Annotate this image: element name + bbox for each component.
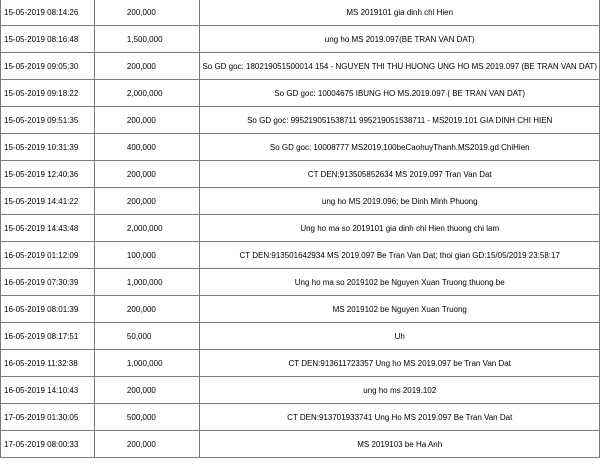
- description-cell: ung ho ms 2019.102: [200, 377, 600, 404]
- table-row: [1, 26, 600, 53]
- date-cell: 16-05-2019 08:17:51: [1, 323, 95, 350]
- table-row: [1, 107, 600, 134]
- date-cell: 17-05-2019 08:00:33: [1, 431, 95, 458]
- table-row: [1, 269, 600, 296]
- description-cell: So GD goc: 995219051538711 995219051538711 - MS2019.101 GIA DINH CHI HIEN: [200, 107, 600, 134]
- description-cell: CT DEN:913505852634 MS 2019.097 Tran Van Dat: [200, 161, 600, 188]
- date-cell: 16-05-2019 08:01:39: [1, 296, 95, 323]
- description-cell: Ung ho ma so 2019101 gia dinh chi Hien thuong chi lam: [200, 215, 600, 242]
- description-cell: Uh: [200, 323, 600, 350]
- description-cell: ung ho MS 2019.096; be Dinh Minh Phuong: [200, 188, 600, 215]
- description-cell: ung ho MS 2019.097(BE TRAN VAN DAT): [200, 26, 600, 53]
- description-cell: So GD goc: 10004675 IBUNG HO MS.2019.097 ( BE TRAN VAN DAT): [200, 80, 600, 107]
- table-row: [1, 431, 600, 458]
- amount-cell: 100,000: [94, 242, 200, 269]
- date-cell: 15-05-2019 10:31:39: [1, 134, 95, 161]
- table-row: [1, 377, 600, 404]
- description-cell: MS 2019101 gia dinh chi Hien: [200, 0, 600, 26]
- amount-cell: 2,000,000: [94, 80, 200, 107]
- date-cell: 15-05-2019 09:05:30: [1, 53, 95, 80]
- date-cell: 15-05-2019 14:41:22: [1, 188, 95, 215]
- amount-cell: 2,000,000: [94, 215, 200, 242]
- date-cell: 15-05-2019 08:16:48: [1, 26, 95, 53]
- description-cell: CT DEN:913501642934 MS 2019.097 Be Tran Van Dat; thoi gian GD:15/05/2019 23:58:17: [200, 242, 600, 269]
- description-cell: CT DEN:913701933741 Ung Ho MS 2019.097 Be Tran Van Dat: [200, 404, 600, 431]
- table-row: [1, 161, 600, 188]
- table-row: [1, 350, 600, 377]
- table-row: [1, 80, 600, 107]
- donation-table-body: [1, 0, 600, 458]
- table-row: [1, 134, 600, 161]
- description-cell: Ung ho ma so 2019102 be Nguyen Xuan Truong thuong be: [200, 269, 600, 296]
- amount-cell: 200,000: [94, 107, 200, 134]
- table-row: [1, 296, 600, 323]
- description-cell: MS 2019103 be Ha Anh: [200, 431, 600, 458]
- amount-cell: 200,000: [94, 296, 200, 323]
- amount-cell: 400,000: [94, 134, 200, 161]
- amount-cell: 1,000,000: [94, 269, 200, 296]
- date-cell: 16-05-2019 01:12:09: [1, 242, 95, 269]
- table-row: [1, 53, 600, 80]
- description-cell: CT DEN:913611723357 Ung ho MS 2019.097 be Tran Van Dat: [200, 350, 600, 377]
- description-cell: So GD goc: 10008777 MS2019.100beCaohuyThanh.MS2019.gd ChiHien: [200, 134, 600, 161]
- amount-cell: 200,000: [94, 188, 200, 215]
- amount-cell: 50,000: [94, 323, 200, 350]
- table-row: [1, 242, 600, 269]
- date-cell: 15-05-2019 14:43:48: [1, 215, 95, 242]
- table-row: [1, 215, 600, 242]
- table-row: [1, 323, 600, 350]
- description-cell: MS 2019102 be Nguyen Xuan Truong: [200, 296, 600, 323]
- amount-cell: 1,000,000: [94, 350, 200, 377]
- amount-cell: 200,000: [94, 161, 200, 188]
- date-cell: 16-05-2019 07:30:39: [1, 269, 95, 296]
- date-cell: 15-05-2019 09:18:22: [1, 80, 95, 107]
- date-cell: 15-05-2019 08:14:26: [1, 0, 95, 26]
- table-row: [1, 0, 600, 26]
- date-cell: 15-05-2019 12:40:36: [1, 161, 95, 188]
- date-cell: 16-05-2019 11:32:38: [1, 350, 95, 377]
- description-cell: So GD goc: 180219051500014 154 - NGUYEN THI THU HUONG UNG HO MS 2019.097 (BE TRAN VAN DAT): [200, 53, 600, 80]
- amount-cell: 500,000: [94, 404, 200, 431]
- amount-cell: 200,000: [94, 53, 200, 80]
- amount-cell: 200,000: [94, 377, 200, 404]
- table-row: [1, 404, 600, 431]
- amount-cell: 1,500,000: [94, 26, 200, 53]
- amount-cell: 200,000: [94, 0, 200, 26]
- amount-cell: 200,000: [94, 431, 200, 458]
- table-row: [1, 188, 600, 215]
- date-cell: 17-05-2019 01:30:05: [1, 404, 95, 431]
- date-cell: 16-05-2019 14:10:43: [1, 377, 95, 404]
- date-cell: 15-05-2019 09:51:35: [1, 107, 95, 134]
